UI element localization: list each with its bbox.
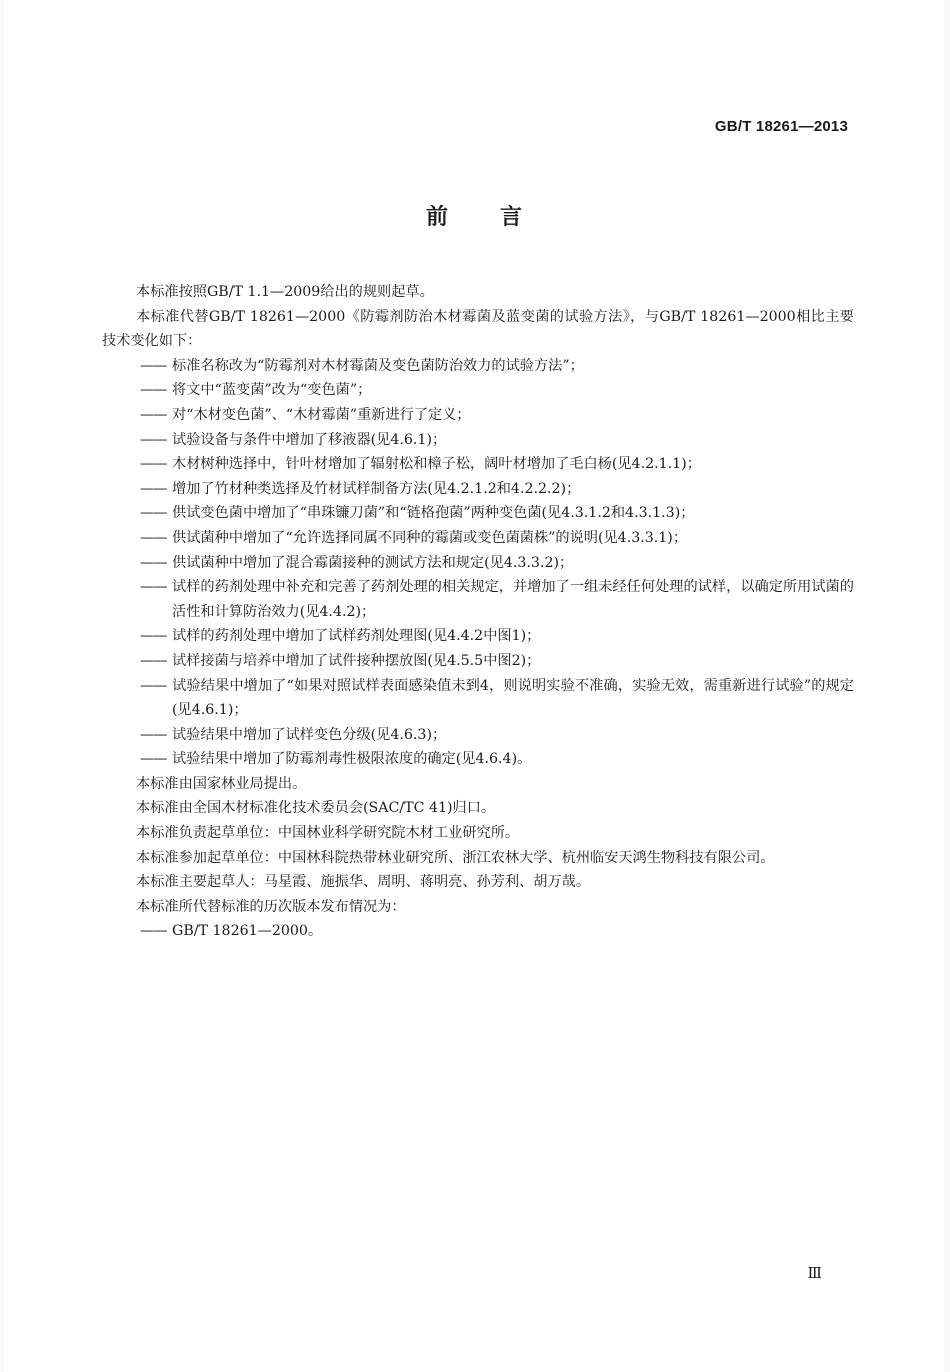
dash-marker: —— bbox=[140, 579, 167, 596]
paragraph-participating-drafters: 本标准参加起草单位：中国林科院热带林业研究所、浙江农林大学、杭州临安天鸿生物科技有限公司。 bbox=[136, 849, 775, 866]
list-item: —— 对“木材变色菌”、“木材霉菌”重新进行了定义； bbox=[102, 403, 854, 428]
paragraph-replacement: 本标准代替GB/T 18261—2000《防霉剂防治木材霉菌及蓝变菌的试验方法》，与GB/T 18261—2000相比主要技术变化如下： bbox=[102, 308, 854, 350]
paragraph-lead-drafter: 本标准负责起草单位：中国林业科学研究院木材工业研究所。 bbox=[136, 825, 520, 842]
dash-marker: —— bbox=[140, 505, 167, 522]
paragraph-proposer: 本标准由国家林业局提出。 bbox=[136, 775, 307, 792]
list-item: —— 标准名称改为“防霉剂对木材霉菌及变色菌防治效力的试验方法”； bbox=[102, 354, 854, 379]
dash-marker: —— bbox=[140, 431, 167, 448]
list-item: —— 试验结果中增加了试样变色分级(见4.6.3)； bbox=[102, 723, 854, 748]
list-item: —— 试验结果中增加了防霉剂毒性极限浓度的确定(见4.6.4)。 bbox=[102, 747, 854, 772]
list-item: —— 试样接菌与培养中增加了试件接种摆放图(见4.5.5中图2)； bbox=[102, 649, 854, 674]
list-item: —— 供试变色菌中增加了“串珠镰刀菌”和“链格孢菌”两种变色菌(见4.3.1.2和4.3.1.3)； bbox=[102, 501, 854, 526]
paragraph-committee: 本标准由全国木材标准化技术委员会(SAC/TC 41)归口。 bbox=[136, 800, 496, 817]
page-number: Ⅲ bbox=[807, 1264, 822, 1282]
page-title: 前言 bbox=[425, 204, 574, 230]
dash-marker: —— bbox=[140, 677, 167, 694]
history-item: —— GB/T 18261—2000。 bbox=[102, 919, 854, 944]
list-item: —— 试验设备与条件中增加了移液器(见4.6.1)； bbox=[102, 428, 854, 453]
standard-code: GB/T 18261—2013 bbox=[714, 118, 848, 135]
dash-marker: —— bbox=[140, 652, 167, 669]
dash-marker: —— bbox=[140, 628, 167, 645]
dash-marker: —— bbox=[140, 382, 167, 399]
dash-marker: —— bbox=[140, 456, 167, 473]
dash-marker: —— bbox=[140, 751, 167, 768]
dash-marker: —— bbox=[140, 554, 167, 571]
dash-marker: —— bbox=[140, 923, 167, 940]
list-item: —— 试样的药剂处理中补充和完善了药剂处理的相关规定，并增加了一组未经任何处理的试样，以确定所用试菌的活性和计算防治效力(见4.4.2)； bbox=[102, 575, 854, 624]
dash-marker: —— bbox=[140, 480, 167, 497]
paragraph-drafting-rule: 本标准按照GB/T 1.1—2009给出的规则起草。 bbox=[136, 284, 434, 300]
list-item: —— 供试菌种中增加了“允许选择同属不同种的霉菌或变色菌菌株”的说明(见4.3.3.1)； bbox=[102, 526, 854, 551]
dash-marker: —— bbox=[140, 529, 167, 546]
list-item: —— 供试菌种中增加了混合霉菌接种的测试方法和规定(见4.3.3.2)； bbox=[102, 551, 854, 576]
dash-marker: —— bbox=[140, 357, 167, 374]
list-item: —— 增加了竹材种类选择及竹材试样制备方法(见4.2.1.2和4.2.2.2)； bbox=[102, 477, 854, 502]
list-item: —— 试样的药剂处理中增加了试样药剂处理图(见4.4.2中图1)； bbox=[102, 624, 854, 649]
paragraph-history-intro: 本标准所代替标准的历次版本发布情况为： bbox=[136, 898, 406, 915]
changes-list bbox=[102, 354, 854, 772]
paragraph-main-drafters: 本标准主要起草人：马星霞、施振华、周明、蒋明亮、孙芳利、胡万哉。 bbox=[136, 874, 591, 891]
foreword-body bbox=[102, 280, 854, 944]
dash-marker: —— bbox=[140, 726, 167, 743]
dash-marker: —— bbox=[140, 406, 167, 423]
list-item: —— 将文中“蓝变菌”改为“变色菌”； bbox=[102, 378, 854, 403]
document-page bbox=[4, 0, 944, 1372]
list-item: —— 试验结果中增加了“如果对照试样表面感染值未到4，则说明实验不准确，实验无效，需重新进行试验”的规定(见4.6.1)； bbox=[102, 674, 854, 723]
list-item: —— 木材树种选择中，针叶材增加了辐射松和樟子松，阔叶材增加了毛白杨(见4.2.1.1)； bbox=[102, 452, 854, 477]
